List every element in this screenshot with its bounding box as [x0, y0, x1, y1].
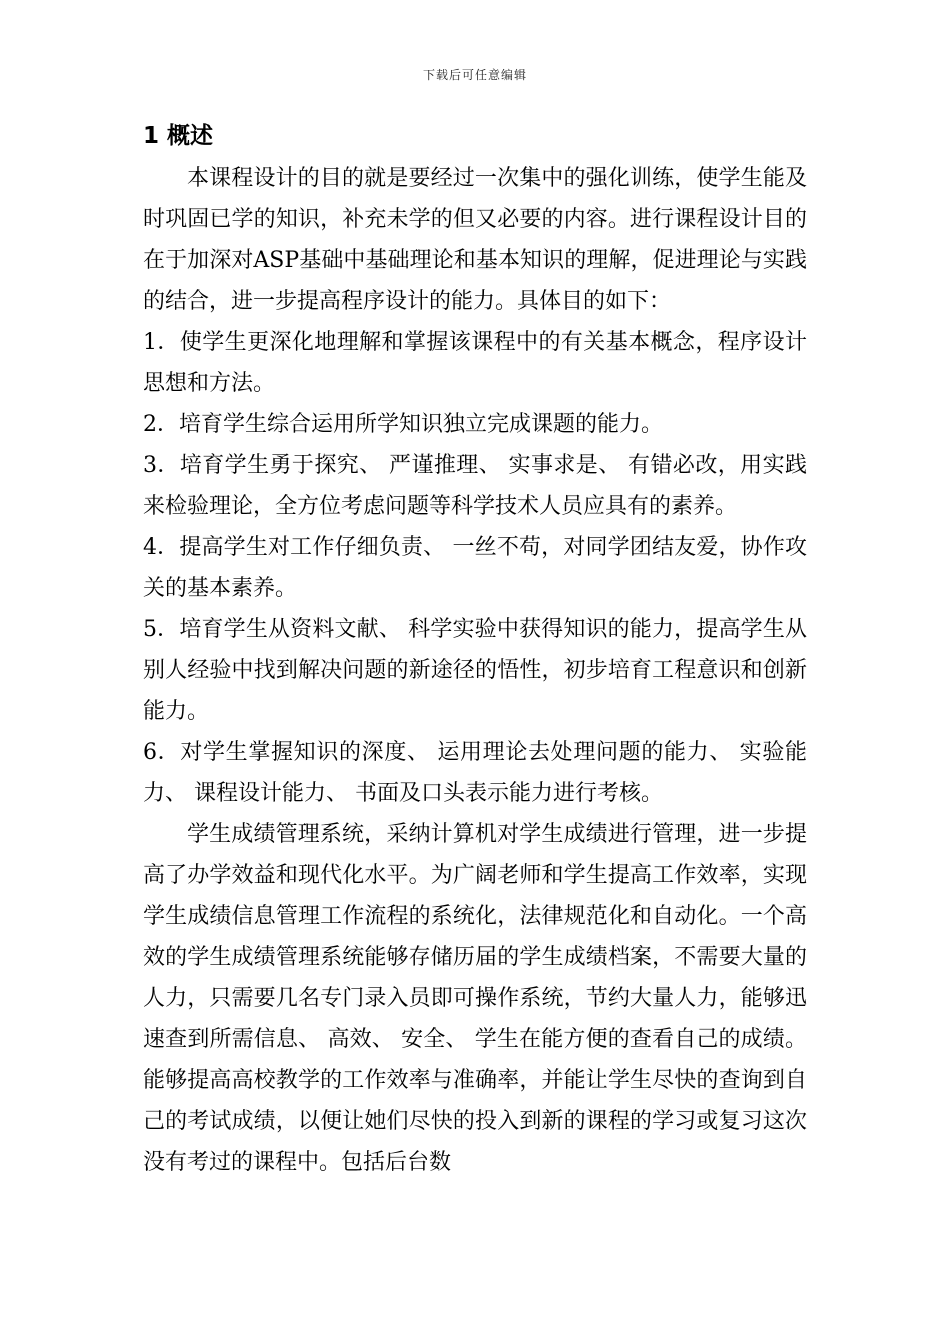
closing-paragraph: 学生成绩管理系统，采纳计算机对学生成绩进行管理，进一步提高了办学效益和现代化水平。为广阔老师和学生提高工作效率，实现学生成绩信息管理工作流程的系统化，法律规范化和自动化。一个高效的学生成绩管理系统能够存储历届的学生成绩档案，不需要大量的人力，只需要几名专门录入员即可操作系统，节约大量人力，能够迅速查到所需信息、 高效、 安全、 学生在能方便的查看自己的成绩。能够提高高校教学的工作效率与准确率，并能让学生尽快的查询到自己的考试成绩，以便让她们尽快的投入到新的课程的学习或复习这次没有考过的课程中。包括后台数: [143, 822, 807, 1175]
list-item-2: 2．培育学生综合运用所学知识独立完成课题的能力。: [143, 412, 663, 437]
list-item-3: 3．培育学生勇于探究、 严谨推理、 实事求是、 有错必改，用实践来检验理论，全方位考虑问题等科学技术人员应具有的素养。: [143, 453, 807, 519]
list-item-6: 6．对学生掌握知识的深度、 运用理论去处理问题的能力、 实验能力、 课程设计能力、 书面及口头表示能力进行考核。: [143, 740, 807, 806]
intro-paragraph: 本课程设计的目的就是要经过一次集中的强化训练，使学生能及时巩固已学的知识，补充未学的但又必要的内容。进行课程设计目的在于加深对ASP基础中基础理论和基本知识的理解，促进理论与实践的结合，进一步提高程序设计的能力。具体目的如下：: [143, 166, 807, 314]
page-watermark: 下载后可任意编辑: [422, 68, 527, 82]
list-item-5: 5．培育学生从资料文献、 科学实验中获得知识的能力，提高学生从别人经验中找到解决问题的新途径的悟性，初步培育工程意识和创新能力。: [143, 617, 807, 724]
list-item-4: 4．提高学生对工作仔细负责、 一丝不苟，对同学团结友爱，协作攻关的基本素养。: [143, 535, 807, 601]
section-heading: 1 概述: [143, 123, 214, 149]
document-body: [143, 116, 807, 1183]
list-item-1: 1．使学生更深化地理解和掌握该课程中的有关基本概念，程序设计思想和方法。: [143, 330, 807, 396]
